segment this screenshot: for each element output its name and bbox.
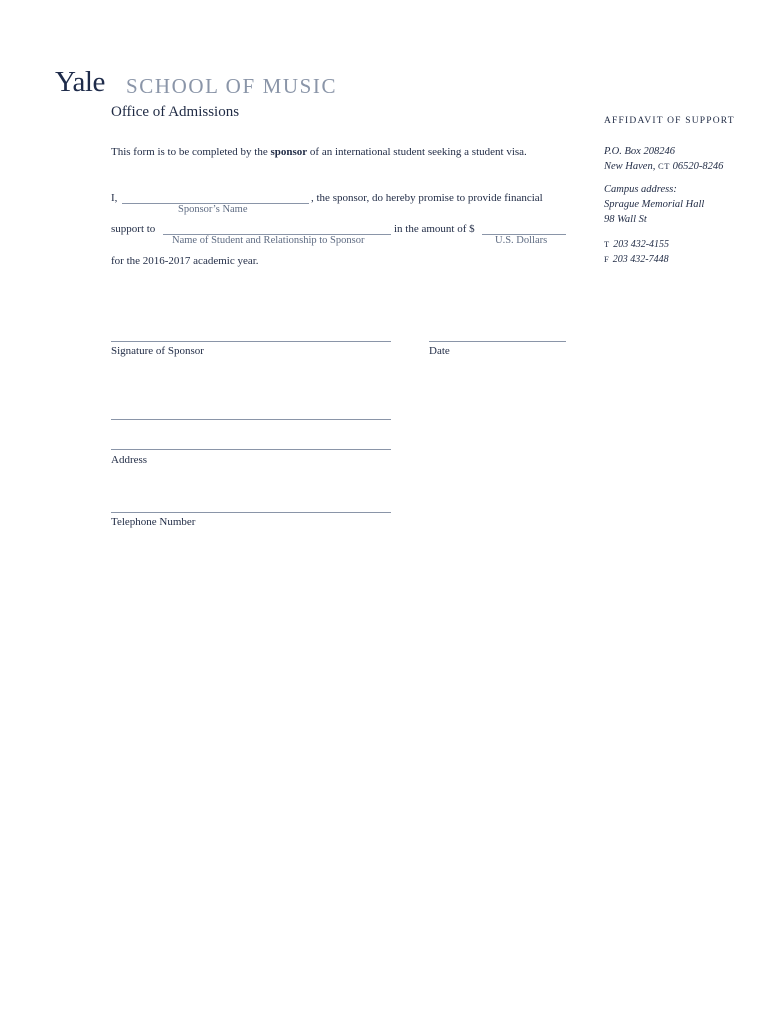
signature-field[interactable] xyxy=(111,341,391,342)
signature-label: Signature of Sponsor xyxy=(111,345,204,357)
intro-text-before: This form is to be completed by the xyxy=(111,146,271,158)
telephone-field[interactable] xyxy=(111,512,391,513)
tel-number: 203 432-4155 xyxy=(613,239,670,250)
us-dollars-label: U.S. Dollars xyxy=(495,235,548,246)
telephone-label: Telephone Number xyxy=(111,516,196,528)
school-of-music-wordmark: SCHOOL OF MUSIC xyxy=(126,74,338,98)
campus-label: Campus address: xyxy=(604,184,677,195)
contact-campus xyxy=(604,182,704,227)
fax-key: F xyxy=(604,254,609,264)
intro-text-after: of an international student seeking a student visa. xyxy=(307,146,527,158)
contact-phone-fax xyxy=(604,237,669,267)
sponsor-name-label: Sponsor’s Name xyxy=(178,204,248,215)
fax-number: 203 432-7448 xyxy=(612,254,669,265)
address-label: Address xyxy=(111,454,148,466)
form-title: AFFIDAVIT OF SUPPORT xyxy=(604,116,735,126)
fax-row xyxy=(604,252,669,267)
state: CT xyxy=(657,161,671,171)
address-field-line-2[interactable] xyxy=(111,449,391,450)
amount-text: in the amount of $ xyxy=(394,223,475,235)
telephone-row xyxy=(604,237,669,252)
support-to-text: support to xyxy=(111,223,156,235)
yale-logo-wordmark: Yale xyxy=(55,66,105,98)
date-field[interactable] xyxy=(429,341,566,342)
address-field-line-1[interactable] xyxy=(111,419,391,420)
po-box: P.O. Box 208246 xyxy=(604,146,675,157)
city-state-zip xyxy=(604,159,723,174)
city: New Haven, xyxy=(604,161,658,172)
intro-text-bold: sponsor xyxy=(270,146,308,158)
academic-year-text: for the 2016-2017 academic year. xyxy=(111,255,259,267)
intro-text xyxy=(111,146,527,158)
office-title: Office of Admissions xyxy=(111,104,240,120)
campus-street: 98 Wall St xyxy=(604,214,647,225)
tel-key: T xyxy=(604,239,610,249)
i-prefix: I, xyxy=(111,192,118,204)
campus-building: Sprague Memorial Hall xyxy=(604,199,705,210)
contact-mailing xyxy=(604,144,723,174)
zip: 06520-8246 xyxy=(670,161,724,172)
date-label: Date xyxy=(429,345,450,357)
student-relationship-label: Name of Student and Relationship to Sponsor xyxy=(172,235,365,246)
sponsor-promise-text: , the sponsor, do hereby promise to provide financial xyxy=(311,192,543,204)
